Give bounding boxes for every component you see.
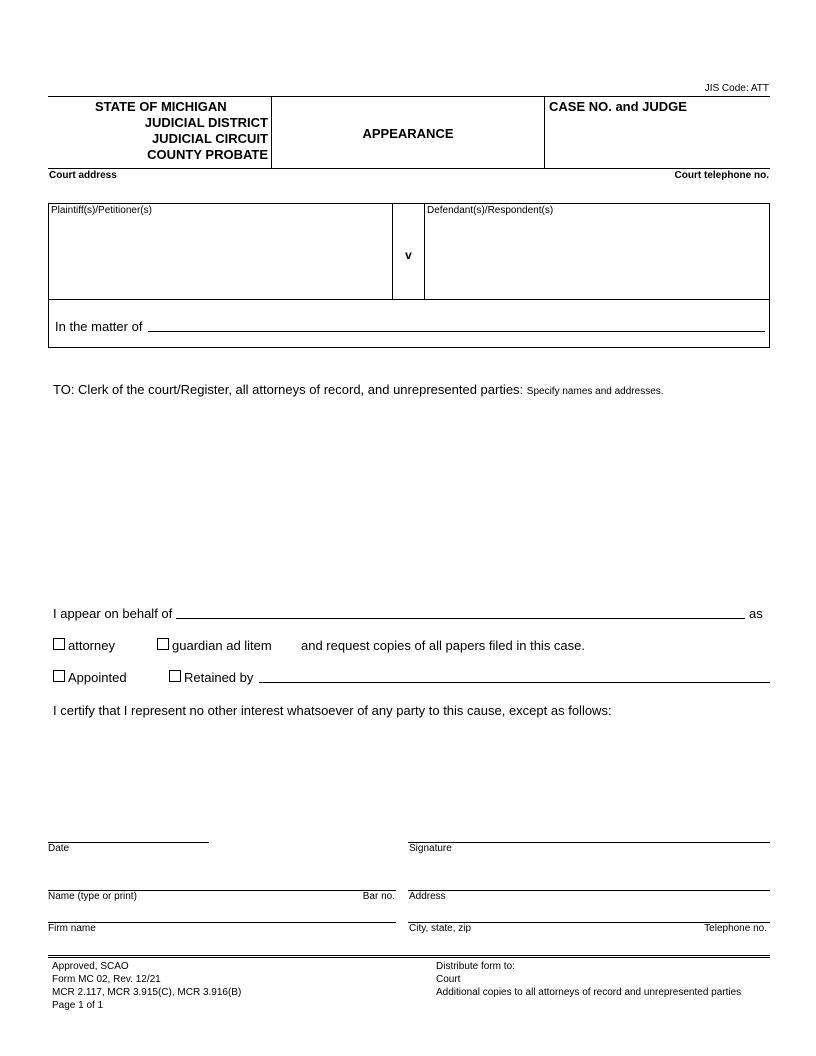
telephone-label: Telephone no. <box>704 923 767 934</box>
parties-box <box>48 203 770 348</box>
to-section-label <box>53 382 664 397</box>
footer-left <box>52 960 241 1012</box>
footer-form-number: Form MC 02, Rev. 12/21 <box>52 974 161 985</box>
footer-additional: Additional copies to all attorneys of record and unrepresented parties <box>436 987 742 998</box>
footer-distribute: Distribute form to: <box>436 961 515 972</box>
retained-input-line[interactable] <box>259 682 770 683</box>
behalf-label: I appear on behalf of <box>53 606 173 621</box>
date-line[interactable] <box>48 842 209 843</box>
address-label: Address <box>409 891 446 902</box>
date-label: Date <box>48 843 70 854</box>
judicial-circuit-label: JUDICIAL CIRCUIT <box>151 131 268 146</box>
versus-label: v <box>405 248 412 262</box>
footer-approved: Approved, SCAO <box>52 961 129 972</box>
retained-label: Retained by <box>184 670 254 685</box>
attorney-label: attorney <box>68 638 115 653</box>
plaintiff-field[interactable]: Plaintiff(s)/Petitioner(s) <box>51 205 152 216</box>
court-telephone-label: Court telephone no. <box>674 170 769 181</box>
guardian-label: guardian ad litem <box>172 638 272 653</box>
attorney-checkbox[interactable] <box>53 638 65 650</box>
address-line[interactable] <box>408 890 770 891</box>
footer-rule-top <box>48 955 770 956</box>
certify-text: I certify that I represent no other interest whatsoever of any party to this cause, except as follows: <box>53 703 612 718</box>
matter-label: In the matter of <box>55 319 143 334</box>
county-probate-label: COUNTY PROBATE <box>147 147 268 162</box>
parties-divider <box>48 299 770 300</box>
header-divider-right <box>544 96 545 168</box>
matter-input-line[interactable] <box>148 331 765 332</box>
footer-rules: MCR 2.117, MCR 3.915(C), MCR 3.916(B) <box>52 987 242 998</box>
defendant-field[interactable]: Defendant(s)/Respondent(s) <box>427 205 554 216</box>
appointed-checkbox[interactable] <box>53 670 65 682</box>
court-address-label: Court address <box>49 170 117 181</box>
to-label: TO: Clerk of the court/Register, all attorneys of record, and unrepresented parties: <box>53 382 524 397</box>
name-label: Name (type or print) <box>48 891 137 902</box>
header-top-rule <box>48 96 770 97</box>
appointed-label: Appointed <box>68 670 127 685</box>
judicial-district-label: JUDICIAL DISTRICT <box>144 115 268 130</box>
city-label: City, state, zip <box>409 923 472 934</box>
defendant-left-border <box>424 203 425 299</box>
footer-right <box>436 960 741 999</box>
signature-line[interactable] <box>408 842 770 843</box>
behalf-input-line[interactable] <box>176 618 745 619</box>
case-number-judge-field[interactable]: CASE NO. and JUDGE <box>549 99 687 114</box>
state-title: STATE OF MICHIGAN <box>95 99 227 114</box>
as-label: as <box>749 606 763 621</box>
footer-court: Court <box>436 974 461 985</box>
signature-label: Signature <box>409 843 452 854</box>
firm-line[interactable] <box>48 922 396 923</box>
footer-rule-bottom <box>48 957 770 958</box>
footer-page: Page 1 of 1 <box>52 1000 104 1011</box>
header-bottom-rule <box>48 168 770 169</box>
firm-label: Firm name <box>48 923 96 934</box>
form-title: APPEARANCE <box>362 126 454 141</box>
guardian-checkbox[interactable] <box>157 638 169 650</box>
jis-code: JIS Code: ATT <box>704 83 769 94</box>
request-copies-text: and request copies of all papers filed in this case. <box>301 638 586 653</box>
retained-checkbox[interactable] <box>169 670 181 682</box>
bar-number-label: Bar no. <box>362 891 395 902</box>
to-instruction: Specify names and addresses. <box>526 386 664 397</box>
